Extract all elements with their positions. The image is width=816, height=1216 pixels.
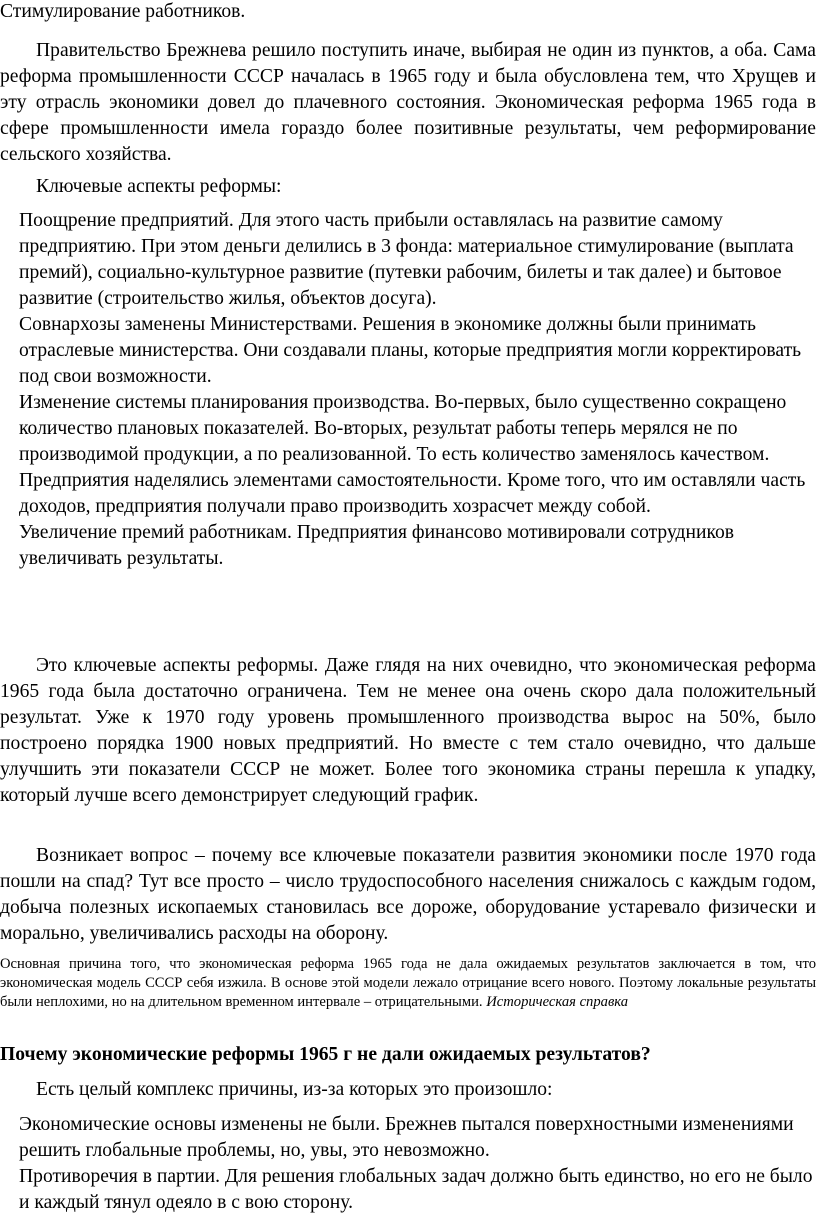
key-aspects-list (19, 208, 814, 572)
section-heading: Почему экономические реформы 1965 г не дали ожидаемых результатов? (0, 1044, 651, 1065)
paragraph-decline-question: Возникает вопрос – почему все ключевые показатели развития экономики после 1970 года пошли на спад? Тут все просто – число трудоспособного населения снижалось с каждым годом, добыча полезных ископаемых становилась все дороже, оборудование устаревало физически и морально, увеличивались расходы на оборону. (0, 845, 816, 944)
list-item: Поощрение предприятий. Для этого часть прибыли оставлялась на развитие самому предприятию. При этом деньги делились в 3 фонда: материальное стимулирование (выплата премий), социально-культурное развитие (путевки рабочим, билеты и так далее) и бытовое развитие (строительство жилья, объектов досуга). (19, 210, 794, 309)
list-item: Противоречия в партии. Для решения глобальных задач должно быть единство, но его не было и каждый тянул одеяло в с вою сторону. (19, 1166, 813, 1213)
list-item: Совнархозы заменены Министерствами. Решения в экономике должны были принимать отраслевые министерства. Они создавали планы, которые предприятия могли корректировать под свои возможности. (19, 314, 802, 387)
paragraph-results: Это ключевые аспекты реформы. Даже глядя на них очевидно, что экономическая реформа 1965 года была достаточно ограничена. Тем не менее она очень скоро дала положительный результат. Уже к 1970 году уровень промышленного производства вырос на 50%, было построено порядка 1900 новых предприятий. Но вместе с тем стало очевидно, что дальше улучшить эти показатели СССР не может. Более того экономика страны перешла к упадку, который лучше всего демонстрирует следующий график. (0, 655, 816, 806)
top-line: Стимулирование работников. (0, 1, 246, 22)
historical-note-text: Основная причина того, что экономическая реформа 1965 года не дала ожидаемых результатов заключается в том, что экономическая модель СССР себя изжила. В основе этой модели лежало отрицание всего нового. Поэтому локальные результаты были неплохими, но на длительном временном интервале – отрицательными. (0, 956, 816, 1010)
paragraph-reasons-intro: Есть целый комплекс причины, из-за которых это произошло: (36, 1079, 553, 1100)
list-item: Экономические основы изменены не были. Брежнев пытался поверхностными изменениями решить глобальные проблемы, но, увы, это невозможно. (19, 1114, 794, 1161)
list-item: Увеличение премий работникам. Предприятия финансово мотивировали сотрудников увеличивать результаты. (19, 522, 735, 569)
list-item: Изменение системы планирования производства. Во-первых, было существенно сокращено количество плановых показателей. Во-вторых, результат работы теперь мерялся не по производимой продукции, а по реализованной. То есть количество заменялось качеством. (19, 392, 787, 465)
reasons-list (19, 1112, 814, 1216)
historical-note (0, 955, 816, 1012)
paragraph-key-aspects-intro: Ключевые аспекты реформы: (36, 176, 282, 197)
list-item: Предприятия наделялись элементами самостоятельности. Кроме того, что им оставляли часть доходов, предприятия получали право производить хозрасчет между собой. (19, 470, 806, 517)
paragraph-reform-intro: Правительство Брежнева решило поступить иначе, выбирая не один из пунктов, а оба. Сама реформа промышленности СССР началась в 1965 году и была обусловлена тем, что Хрущев и эту отрасль экономики довел до плачевного состояния. Экономическая реформа 1965 года в сфере промышленности имела гораздо более позитивные результаты, чем реформирование сельского хозяйства. (0, 40, 816, 165)
historical-note-source: Историческая справка (486, 994, 629, 1010)
